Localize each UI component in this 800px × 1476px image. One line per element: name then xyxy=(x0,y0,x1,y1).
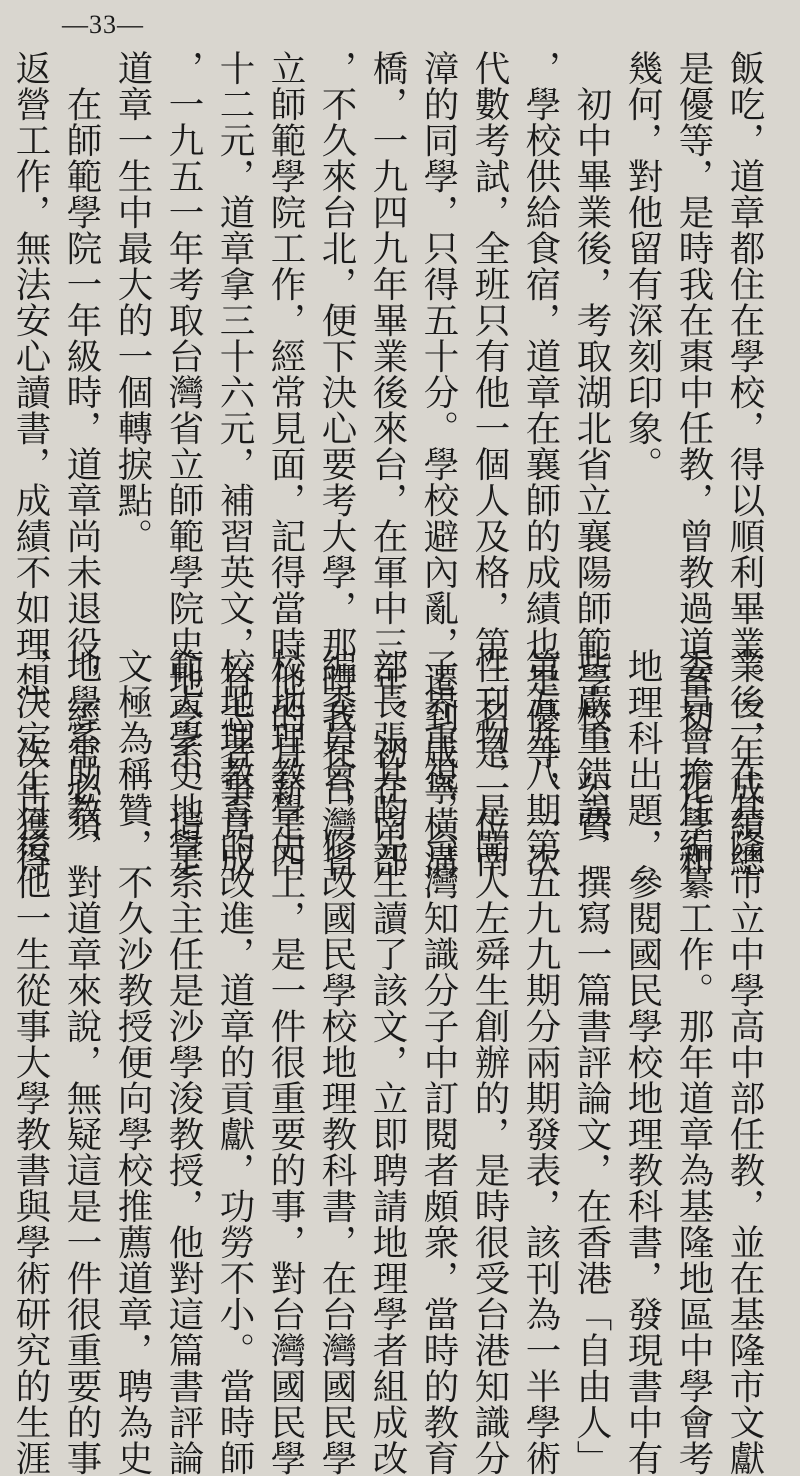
text-column: 返營工作，無法安心讀書，成績不如理想。次年獲得 xyxy=(10,50,51,878)
text-column: 性刊物，是聞人左舜生創辦的，是時很受台港知識分 xyxy=(469,648,510,1476)
text-column: 文極為稱贊，不久沙教授便向學校推薦道章，聘為史 xyxy=(112,648,153,1476)
text-column: 範大學史地學系主任是沙學浚教授，他對這篇書評論 xyxy=(163,648,204,1476)
text-column: 地學系助教，對道章來說，無疑這是一件很重要的事 xyxy=(61,648,102,1476)
text-column: 子界重視，台灣知識分子中訂閱者頗衆，當時的教育 xyxy=(418,648,459,1476)
text-column: 委員會擔任編纂工作。那年道章為基隆地區中學會考 xyxy=(673,648,714,1476)
text-column: ，不久來台北，便下決心要考大學，那時我在台灣省 xyxy=(316,50,357,878)
text-column: 些嚴重錯誤，撰寫一篇書評論文，在香港「自由人」 xyxy=(571,648,612,1476)
text-column: 校地理教育的改進，道章的貢獻，功勞不小。當時師 xyxy=(214,648,255,1476)
text-column: 業後，在基隆市立中學高中部任教，並在基隆市文獻 xyxy=(724,648,765,1476)
text-column: ，一九五一年考取台灣省立師範學院史地學系，這是 xyxy=(163,50,204,878)
text-column: 地理科出題，參閱國民學校地理教科書，發現書中有 xyxy=(622,648,663,1476)
text-column: 部長張其昀先生讀了該文，立即聘請地理學者組成改 xyxy=(367,648,408,1476)
top-text-block xyxy=(0,50,770,878)
text-column: 橋，一九四九年畢業後來台，在軍中三年，初在南部 xyxy=(367,50,408,878)
text-column: ，決定了日後他一生從事大學教書與學術研究的生涯 xyxy=(10,648,51,1476)
text-column xyxy=(0,50,5,620)
page-number: —33— xyxy=(62,10,144,39)
text-column: 漳的同學，只得五十分。學校避內亂，遷到咸寧橫溝 xyxy=(418,50,459,878)
text-column: 校地理教學史上，是一件很重要的事，對台灣國民學 xyxy=(265,648,306,1476)
text-column: 飯吃，道章都住在學校，得以順利畢業。三年成績總 xyxy=(724,50,765,878)
text-column: 道章一生中最大的一個轉捩點。 xyxy=(112,50,153,554)
text-column: 第五九八期第五九九期分兩期發表，該刊為一半學術 xyxy=(520,648,561,1476)
bottom-text-block xyxy=(0,648,770,1476)
text-column: ，學校供給食宿，道章在襄師的成績也是優等，一次 xyxy=(520,50,561,878)
text-column: 是優等，是時我在棗中任教，曾教過道章初三化學和 xyxy=(673,50,714,878)
text-column: 立師範學院工作，經常見面，記得當時他的月薪是四 xyxy=(265,50,306,878)
text-column xyxy=(0,648,5,1198)
text-column: 代數考試，全班只有他一個人及格，第二名是一位南 xyxy=(469,50,510,878)
text-column: 幾何，對他留有深刻印象。 xyxy=(622,50,663,482)
text-column: 編委員會，修改國民學校地理教科書，在台灣國民學 xyxy=(316,648,357,1476)
text-column: 十二元，道章拿三十六元，補習英文，有志者事竟成 xyxy=(214,50,255,878)
text-column: 在師範學院一年級時，道章尚未退役，經常必須 xyxy=(61,85,102,842)
text-column: 初中畢業後，考取湖北省立襄陽師範學校，公費 xyxy=(571,85,612,842)
